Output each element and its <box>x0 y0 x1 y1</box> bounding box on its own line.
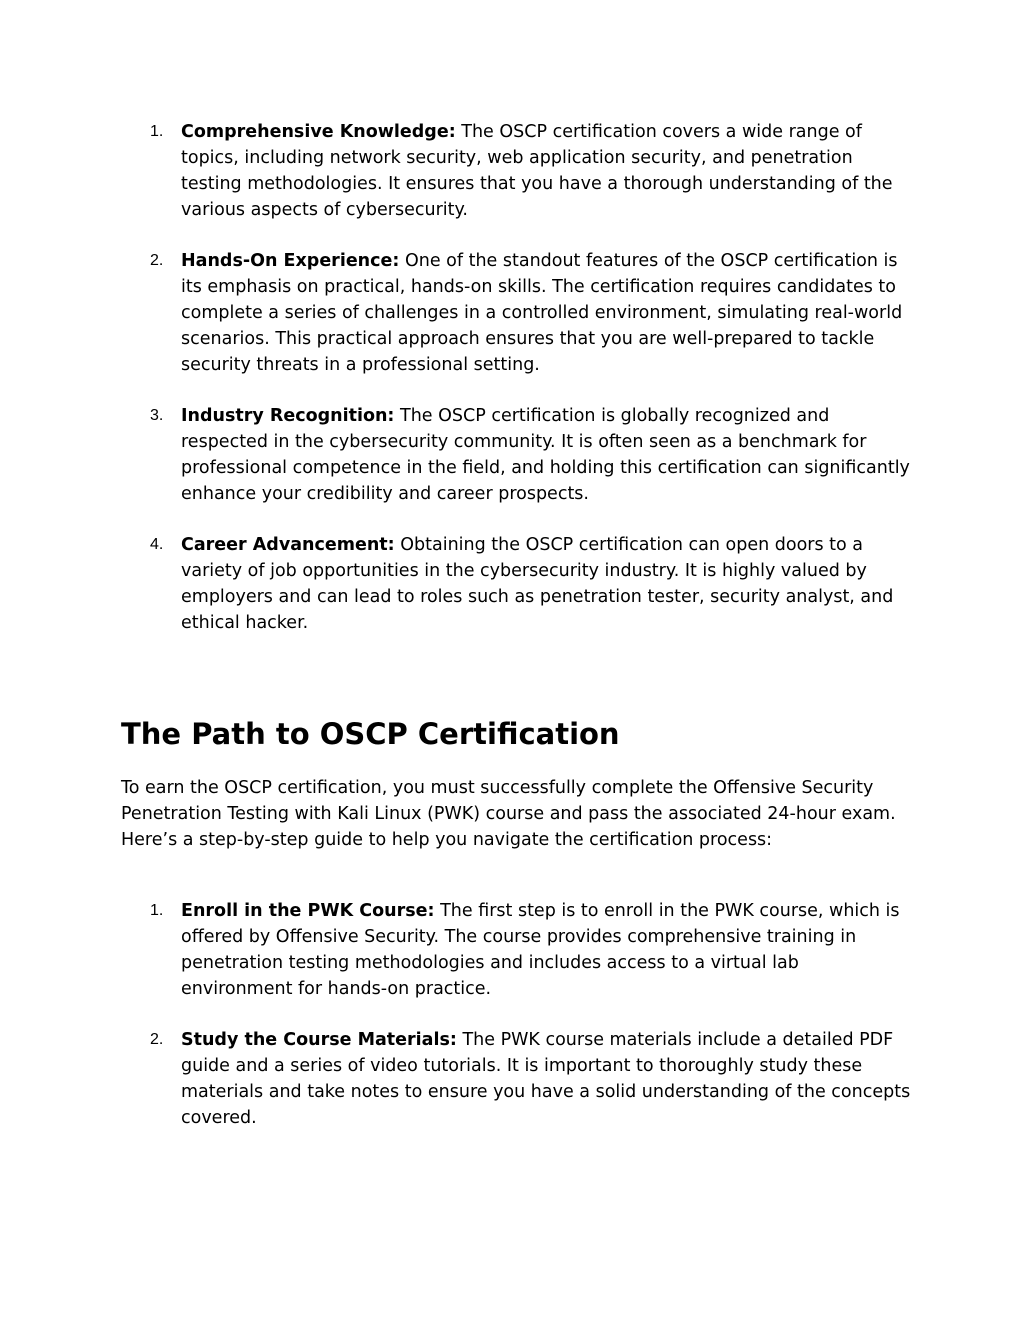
list-number: 2. <box>150 252 164 269</box>
list-item <box>0 898 911 1002</box>
item-text: The first step is to enroll in the PWK course, which is offered by Offensive Security. The course provides comprehensive training in penetration testing methodologies and includes access to a virtual lab environment for hands-on practice. <box>181 901 900 999</box>
item-text: The PWK course materials include a detailed PDF guide and a series of video tutorials. It is important to thoroughly study these materials and take notes to ensure you have a solid understanding of the concepts covered. <box>181 1030 911 1128</box>
item-title: Hands-On Experience: <box>181 251 400 271</box>
list-item <box>0 532 911 636</box>
steps-list <box>0 898 1024 1131</box>
benefits-list <box>0 119 1024 636</box>
item-title: Comprehensive Knowledge: <box>181 122 456 142</box>
list-item <box>0 119 911 223</box>
list-item <box>0 1027 911 1131</box>
section-heading: The Path to OSCP Certification <box>121 717 620 751</box>
list-number: 2. <box>150 1031 164 1048</box>
list-number: 1. <box>150 902 164 919</box>
list-number: 3. <box>150 407 164 424</box>
list-number: 1. <box>150 123 164 140</box>
item-text: The OSCP certification is globally recognized and respected in the cybersecurity community. It is often seen as a benchmark for professional competence in the field, and holding this certification can significantly enhance your credibility and career prospects. <box>181 406 910 504</box>
item-title: Enroll in the PWK Course: <box>181 901 435 921</box>
item-text: The OSCP certification covers a wide range of topics, including network security, web application security, and penetration testing methodologies. It ensures that you have a thorough understanding of the various aspects of cybersecurity. <box>181 122 893 220</box>
item-title: Study the Course Materials: <box>181 1030 457 1050</box>
item-title: Career Advancement: <box>181 535 395 555</box>
item-text: Obtaining the OSCP certification can open doors to a variety of job opportunities in the cybersecurity industry. It is highly valued by employers and can lead to roles such as penetration tester, security analyst, and ethical hacker. <box>181 535 894 633</box>
item-title: Industry Recognition: <box>181 406 395 426</box>
section-intro: To earn the OSCP certification, you must successfully complete the Offensive Security Penetration Testing with Kali Linux (PWK) course and pass the associated 24-hour exam. Here’s a step-by-step guide to help you navigate the certification process: <box>121 778 896 850</box>
list-item <box>0 403 911 507</box>
list-item <box>0 248 911 378</box>
list-number: 4. <box>150 536 164 553</box>
item-text: One of the standout features of the OSCP certification is its emphasis on practical, hands-on skills. The certification requires candidates to complete a series of challenges in a controlled environment, simulating real-world scenarios. This practical approach ensures that you are well-prepared to tackle security threats in a professional setting. <box>181 251 903 375</box>
